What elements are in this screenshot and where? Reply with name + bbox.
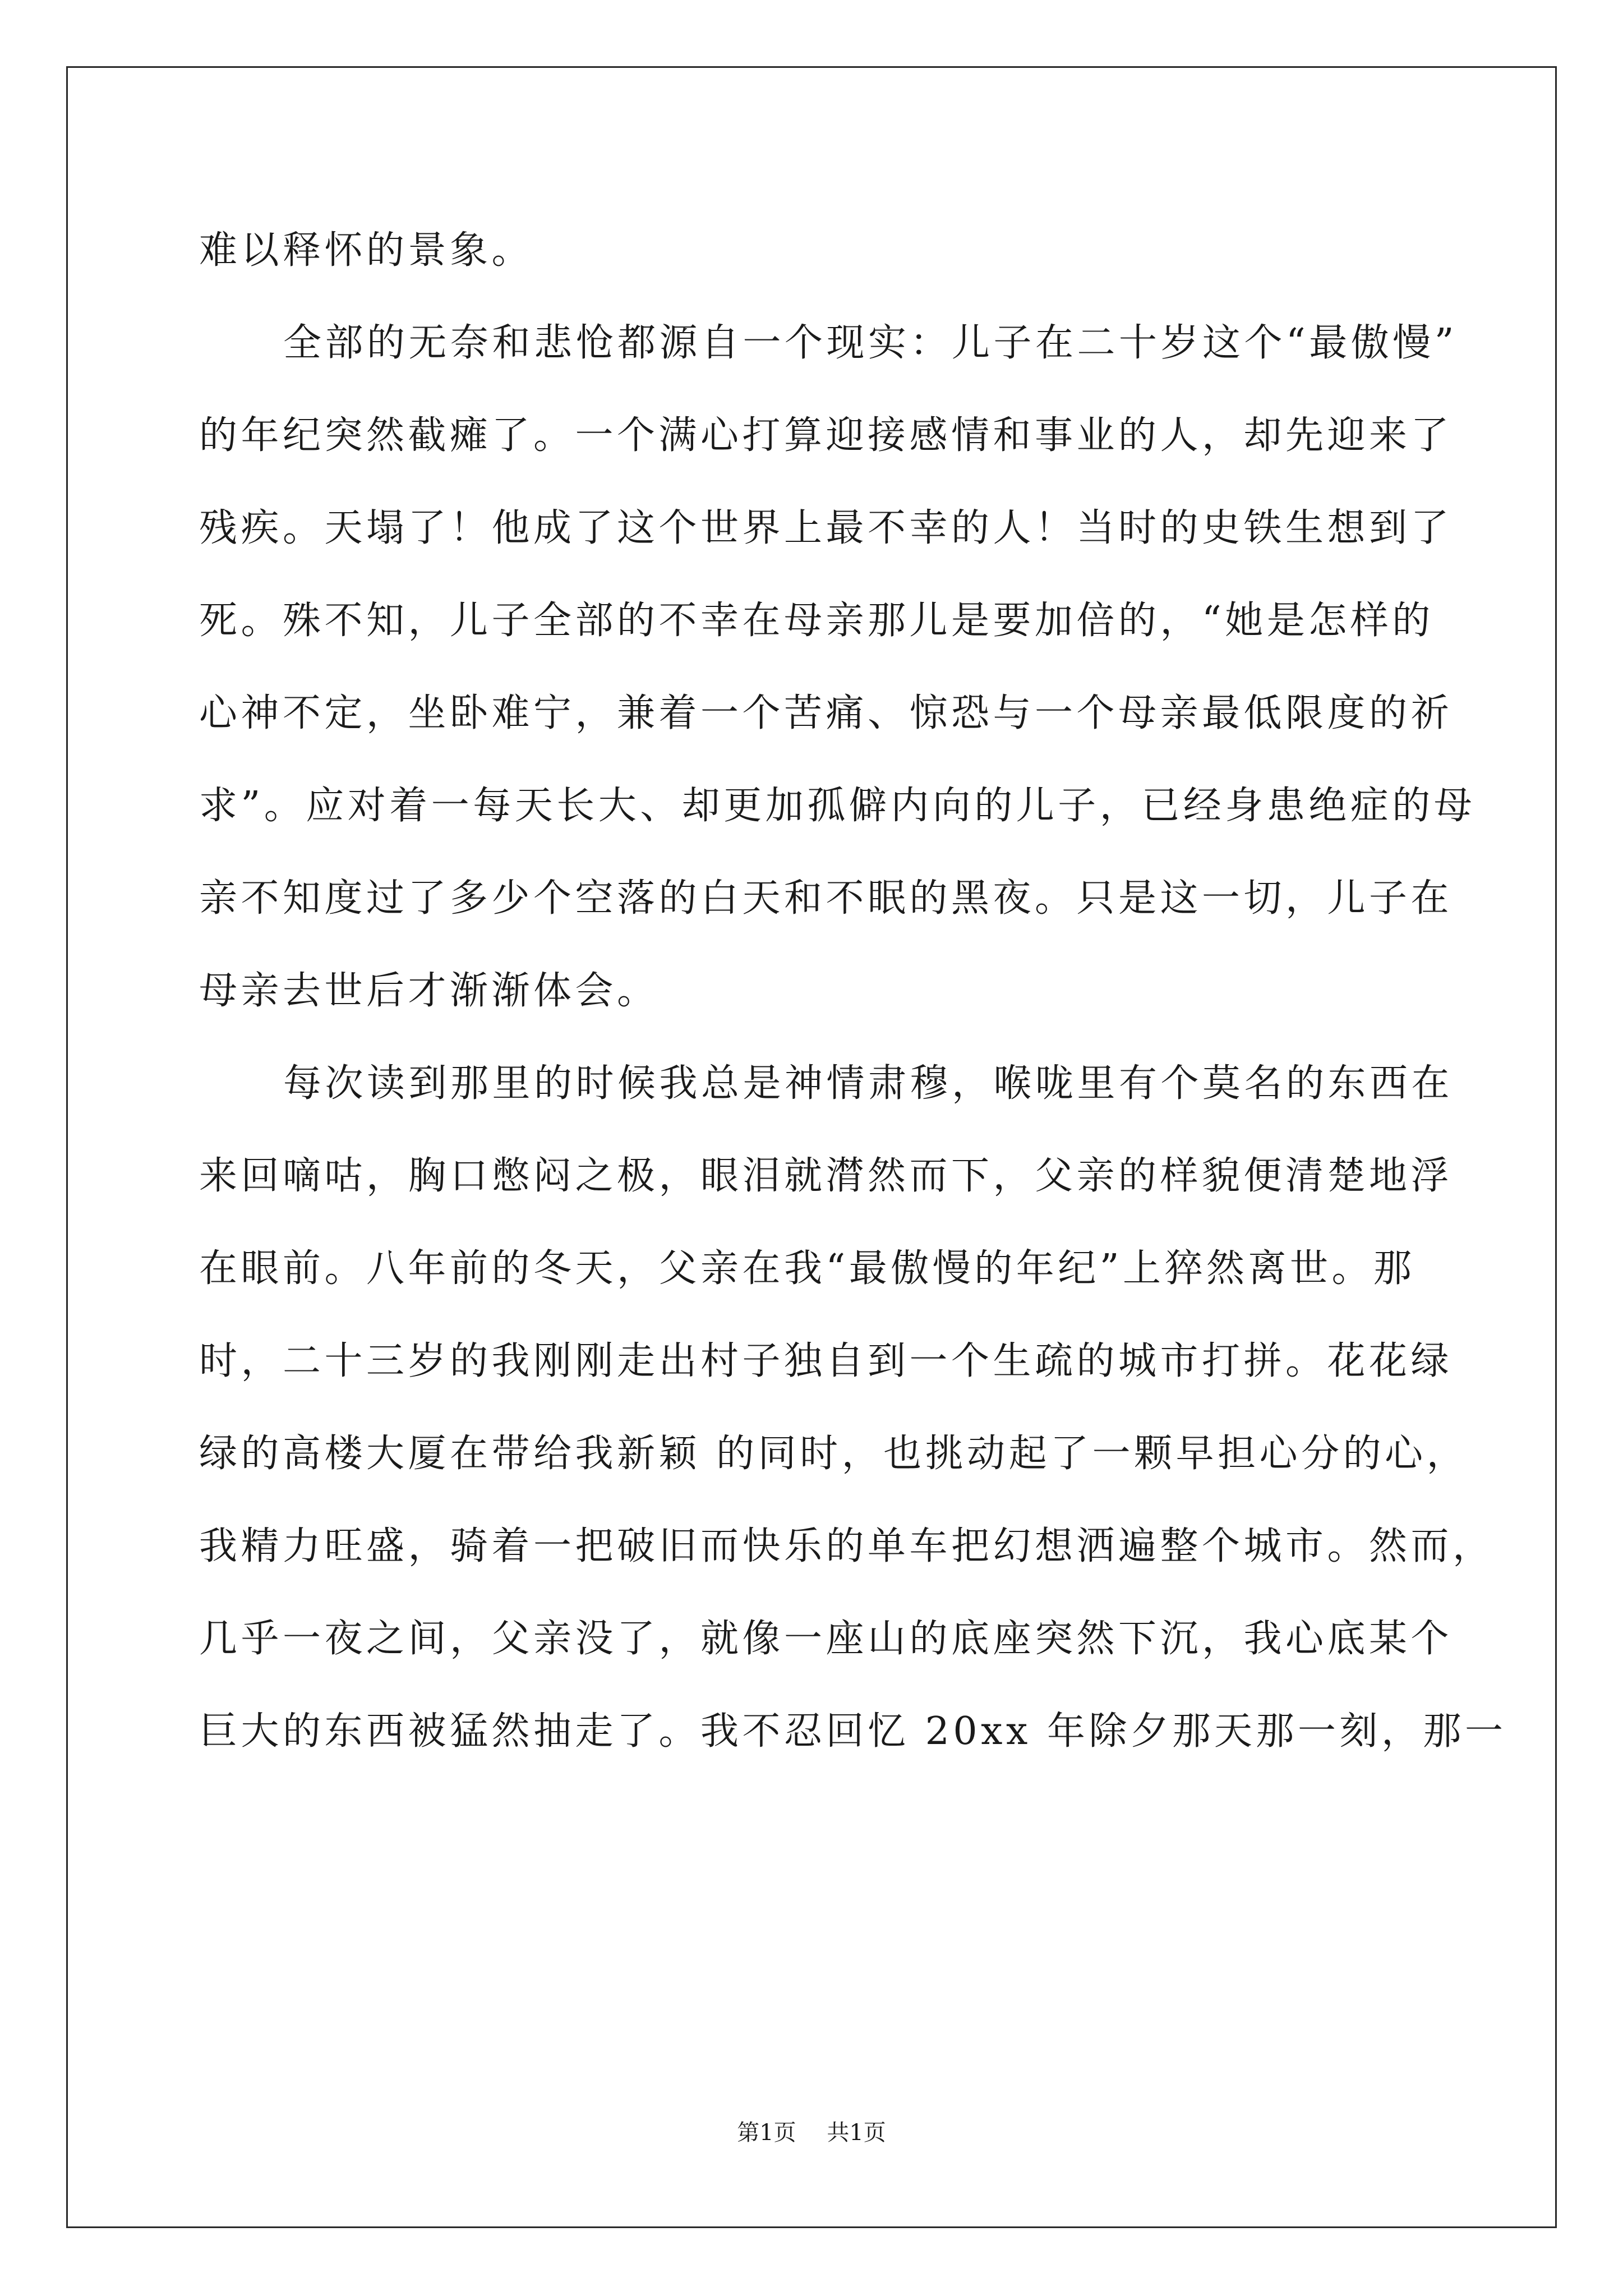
text-line-9: 母亲去世后才渐渐体会。 [199, 969, 659, 1013]
text-line-5: 死。殊不知，儿子全部的不幸在母亲那儿是要加倍的，“她是怎样的 [199, 599, 1434, 643]
text-line-16: 几乎一夜之间，父亲没了，就像一座山的底座突然下沉，我心底某个 [199, 1617, 1453, 1661]
text-line-1: 难以释怀的景象。 [199, 228, 534, 273]
text-line-8: 亲不知度过了多少个空落的白天和不眠的黑夜。只是这一切，儿子在 [199, 876, 1453, 921]
text-line-11: 来回嘀咕，胸口憋闷之极，眼泪就潸然而下，父亲的样貌便清楚地浮 [199, 1154, 1453, 1198]
text-line-6: 心神不定，坐卧难宁，兼着一个苦痛、惊恐与一个母亲最低限度的祈 [199, 691, 1453, 735]
text-line-14: 绿的高楼大厦在带给我新颖 的同时，也挑动起了一颗早担心分的心， [199, 1432, 1469, 1476]
text-line-17: 巨大的东西被猛然抽走了。我不忍回忆 20xx 年除夕那天那一刻，那一 [199, 1709, 1507, 1754]
text-line-3: 的年纪突然截瘫了。一个满心打算迎接感情和事业的人，却先迎来了 [199, 413, 1453, 458]
page-footer [0, 2116, 1623, 2150]
page-number: 第1页 [737, 2120, 796, 2146]
text-line-4: 残疾。天塌了！他成了这个世界上最不幸的人！当时的史铁生想到了 [199, 506, 1453, 550]
page-total: 共1页 [827, 2120, 886, 2146]
text-line-2: 全部的无奈和悲怆都源自一个现实：儿子在二十岁这个“最傲慢” [283, 321, 1458, 365]
text-line-7: 求”。应对着一每天长大、却更加孤僻内向的儿子，已经身患绝症的母 [199, 784, 1476, 828]
text-line-10: 每次读到那里的时候我总是神情肃穆，喉咙里有个莫名的东西在 [283, 1061, 1454, 1106]
text-line-15: 我精力旺盛，骑着一把破旧而快乐的单车把幻想洒遍整个城市。然而， [199, 1524, 1495, 1568]
text-line-12: 在眼前。八年前的冬天，父亲在我“最傲慢的年纪”上猝然离世。那 [199, 1246, 1415, 1291]
text-line-13: 时，二十三岁的我刚刚走出村子独自到一个生疏的城市打拼。花花绿 [199, 1339, 1453, 1383]
